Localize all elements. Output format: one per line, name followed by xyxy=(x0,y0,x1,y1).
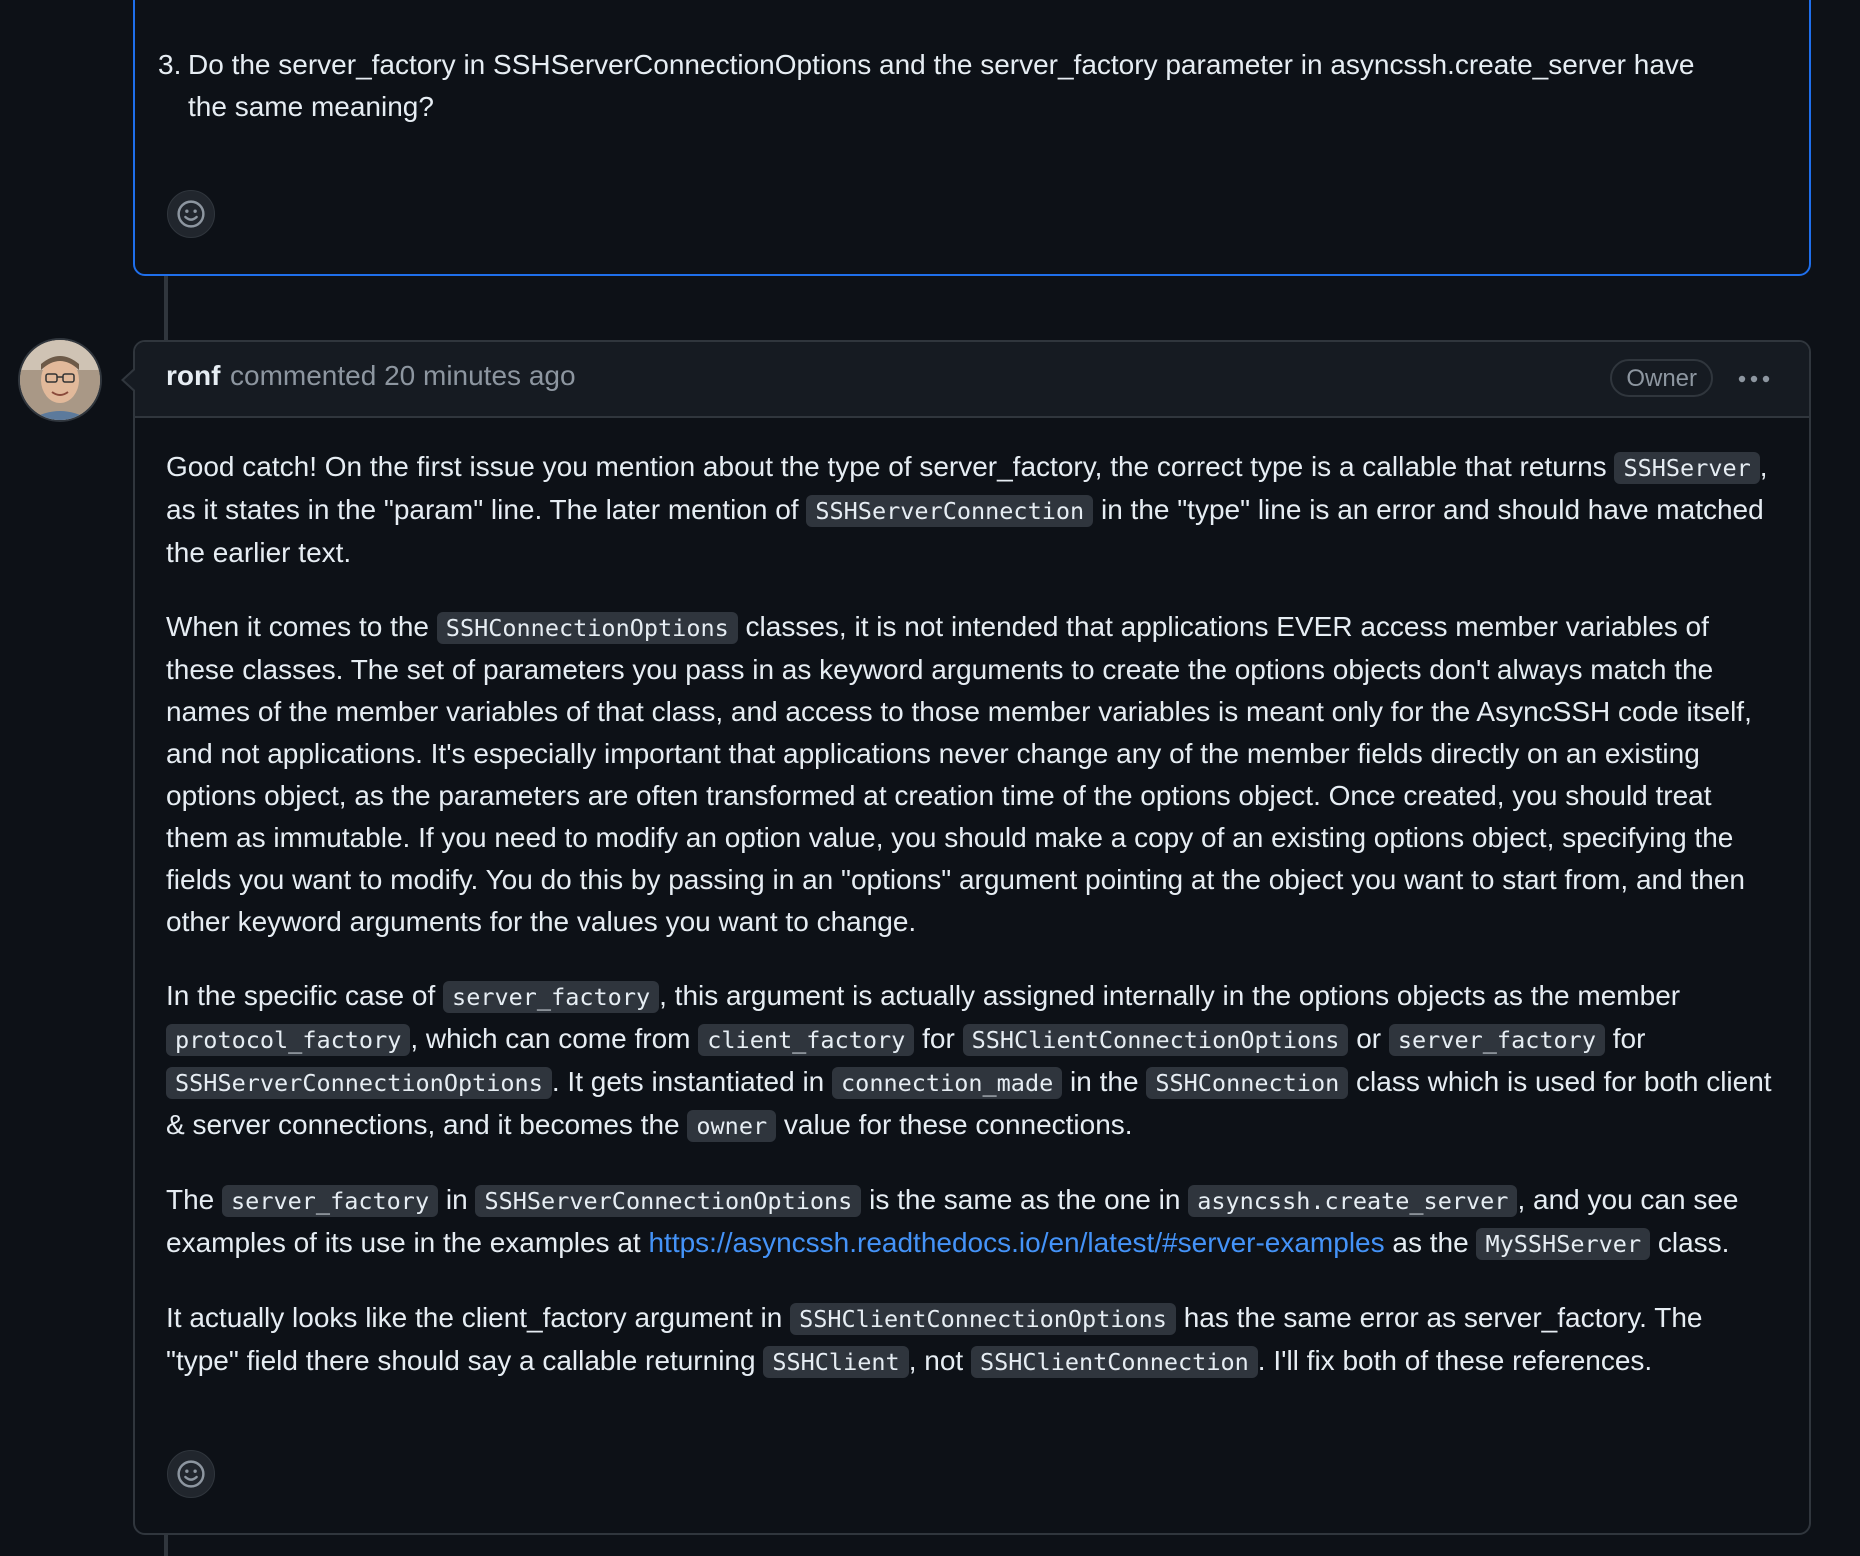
comment-paragraph xyxy=(166,1179,1778,1265)
inline-code: server_factory xyxy=(443,981,659,1013)
inline-code: protocol_factory xyxy=(166,1024,410,1056)
text-span: or xyxy=(1348,1023,1389,1054)
text-span: . I'll fix both of these references. xyxy=(1257,1345,1653,1376)
text-span: It actually looks like the client_factory argument in xyxy=(166,1302,791,1333)
previous-comment-card xyxy=(133,0,1811,276)
inline-code: MySSHServer xyxy=(1476,1228,1650,1260)
inline-code: asyncssh.create_server xyxy=(1188,1185,1517,1217)
inline-code: SSHServer xyxy=(1614,452,1759,484)
add-reaction-button[interactable] xyxy=(167,190,215,238)
inline-code: server_factory xyxy=(1389,1024,1605,1056)
inline-code: SSHServerConnection xyxy=(806,495,1093,527)
text-span: Good catch! On the first issue you mention about the type of server_factory, the correct type is a callable that returns xyxy=(166,451,1615,482)
text-span: , which can come from xyxy=(410,1023,699,1054)
text-span: is the same as the one in xyxy=(861,1184,1189,1215)
inline-code: SSHClientConnection xyxy=(971,1346,1258,1378)
text-span: , as it states in the "param" line. The later mention of xyxy=(166,451,1768,525)
inline-code: server_factory xyxy=(222,1185,438,1217)
comment-paragraph xyxy=(166,606,1778,943)
inline-code: SSHClientConnectionOptions xyxy=(790,1303,1176,1335)
smiley-icon xyxy=(176,199,206,229)
comment-caret xyxy=(121,368,134,392)
comment-paragraph xyxy=(166,975,1778,1147)
inline-code: owner xyxy=(687,1110,776,1142)
timeline-connector xyxy=(164,276,168,340)
add-reaction-button[interactable] xyxy=(167,1450,215,1498)
inline-code: SSHServerConnectionOptions xyxy=(475,1185,861,1217)
owner-badge: Owner xyxy=(1610,359,1713,397)
kebab-horizontal-icon xyxy=(1737,374,1771,384)
text-span: . It gets instantiated in xyxy=(551,1066,833,1097)
list-number: 3. xyxy=(158,49,182,80)
inline-code: SSHConnectionOptions xyxy=(437,612,738,644)
question-list-item xyxy=(158,44,1728,128)
comment-timestamp[interactable]: commented 20 minutes ago xyxy=(230,360,576,391)
inline-code: SSHServerConnectionOptions xyxy=(166,1067,552,1099)
list-item-text: Do the server_factory in SSHServerConnectionOptions and the server_factory parameter in asyncssh.create_server have the same meaning? xyxy=(188,49,1695,122)
avatar[interactable] xyxy=(18,338,102,422)
comment-header xyxy=(135,342,1809,418)
comment-body xyxy=(166,446,1778,1415)
timeline-connector xyxy=(164,1535,168,1556)
text-span: has the same error as server_factory. The "type" field there should say a callable returning xyxy=(166,1302,1703,1376)
text-span: The xyxy=(166,1184,223,1215)
text-span: for xyxy=(914,1023,963,1054)
comment-paragraph xyxy=(166,446,1778,574)
text-span: , and you can see examples of its use in the examples at xyxy=(166,1184,1739,1258)
text-span: When it comes to the xyxy=(166,611,437,642)
text-span: , not xyxy=(908,1345,971,1376)
text-span: , this argument is actually assigned internally in the options objects as the member xyxy=(659,980,1681,1011)
inline-code: connection_made xyxy=(832,1067,1062,1099)
text-span: class which is used for both client & server connections, and it becomes the xyxy=(166,1066,1772,1140)
avatar-image xyxy=(20,340,100,420)
text-span: classes, it is not intended that applications EVER access member variables of these classes. The set of parameters you pass in as keyword arguments to create the options objects don't always match the names of the member variables of that class, and access to those member variables is meant only for the AsyncSSH code itself, and not applications. It's especially important that applications never change any of the member fields directly on an existing options object, as the parameters are often transformed at creation time of the options object. Once created, you should treat them as immutable. If you need to modify an option value, you should make a copy of an existing options object, specifying the fields you want to modify. You do this by passing in an "options" argument pointing at the object you want to start from, and then other keyword arguments for the values you want to change. xyxy=(166,611,1752,937)
text-span: as the xyxy=(1384,1227,1477,1258)
comment-paragraph xyxy=(166,1297,1778,1383)
text-span: in the xyxy=(1062,1066,1147,1097)
comment-options-button[interactable] xyxy=(1737,360,1771,390)
text-span: in xyxy=(438,1184,476,1215)
text-span: in the "type" line is an error and should have matched the earlier text. xyxy=(166,494,1764,568)
inline-code: client_factory xyxy=(698,1024,914,1056)
comment-card xyxy=(133,340,1811,1535)
smiley-icon xyxy=(176,1459,206,1489)
comment-author-link[interactable]: ronf xyxy=(166,360,221,391)
docs-link[interactable]: https://asyncssh.readthedocs.io/en/latest/#server-examples xyxy=(648,1227,1385,1258)
inline-code: SSHClient xyxy=(763,1346,908,1378)
inline-code: SSHClientConnectionOptions xyxy=(963,1024,1349,1056)
text-span: for xyxy=(1604,1023,1646,1054)
text-span: value for these connections. xyxy=(776,1109,1133,1140)
text-span: In the specific case of xyxy=(166,980,444,1011)
text-span: class. xyxy=(1650,1227,1730,1258)
inline-code: SSHConnection xyxy=(1146,1067,1348,1099)
